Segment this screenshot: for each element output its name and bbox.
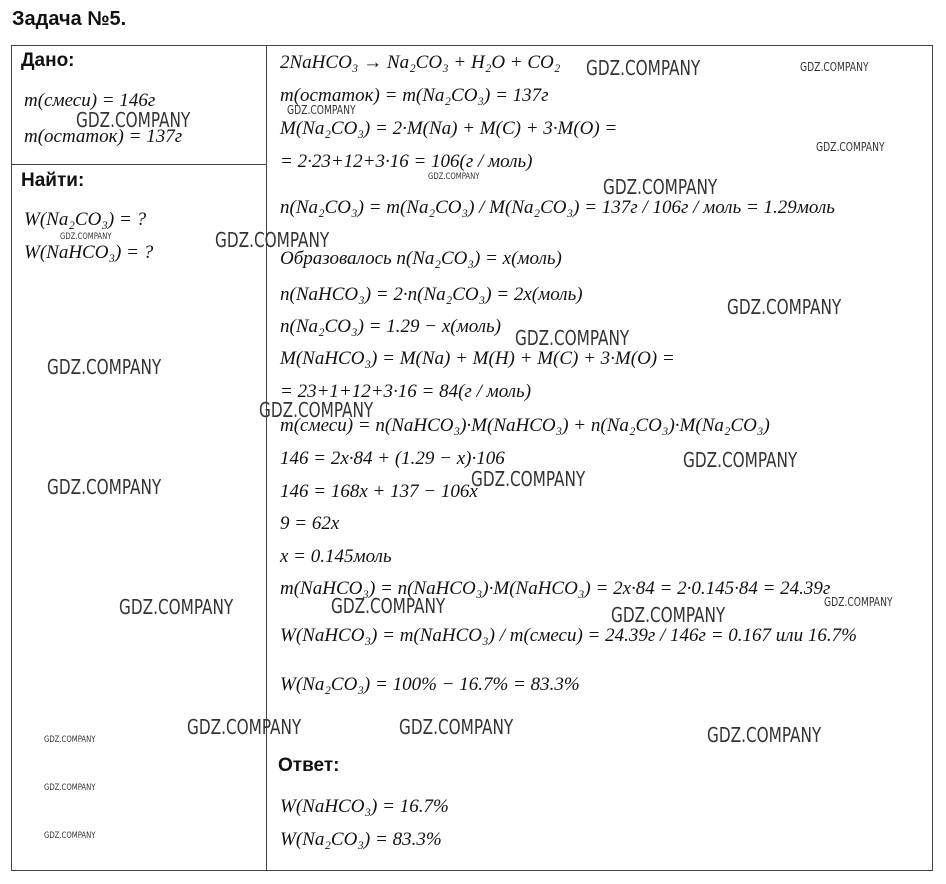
watermark: GDZ.COMPANY xyxy=(259,398,374,422)
solution-line: M(Na₂CO₃) = 2·M(Na) + M(C) + 3·M(O) = xyxy=(280,118,618,139)
find-line: W(NaHCO₃) = ? xyxy=(24,242,154,263)
watermark: GDZ.COMPANY xyxy=(816,140,885,154)
watermark: GDZ.COMPANY xyxy=(287,103,356,117)
solution-line: n(Na₂CO₃) = m(Na₂CO₃) / M(Na₂CO₃) = 137г / 106г / моль = 1.29моль xyxy=(280,197,835,218)
watermark: GDZ.COMPANY xyxy=(428,172,480,182)
solution-line: m(остаток) = m(Na₂CO₃) = 137г xyxy=(280,85,549,106)
given-line: m(остаток) = 137г xyxy=(24,126,183,147)
given-label: Дано: xyxy=(21,50,75,71)
solution-line: m(NaHCO₃) = n(NaHCO₃)·M(NaHCO₃) = 2x·84 = 2·0.145·84 = 24.39г xyxy=(280,578,831,599)
watermark: GDZ.COMPANY xyxy=(515,326,630,350)
solution-line: m(смеси) = n(NaHCO₃)·M(NaHCO₃) + n(Na₂CO₃)·M(Na₂CO₃) xyxy=(280,415,770,436)
watermark: GDZ.COMPANY xyxy=(331,594,446,618)
watermark: GDZ.COMPANY xyxy=(44,831,96,841)
solution-line: n(Na₂CO₃) = 1.29 − x(моль) xyxy=(280,316,501,337)
given-line: m(смеси) = 146г xyxy=(24,90,156,111)
solution-line: = 23+1+12+3·16 = 84(г / моль) xyxy=(280,381,532,402)
watermark: GDZ.COMPANY xyxy=(60,232,112,242)
solution-line: W(Na₂CO₃) = 100% − 16.7% = 83.3% xyxy=(280,674,580,695)
watermark: GDZ.COMPANY xyxy=(44,735,96,745)
answer-label: Ответ: xyxy=(278,755,340,776)
watermark: GDZ.COMPANY xyxy=(707,723,822,747)
solution-line: 9 = 62x xyxy=(280,513,340,534)
find-label: Найти: xyxy=(21,170,85,191)
watermark: GDZ.COMPANY xyxy=(47,355,162,379)
solution-line: 146 = 2x·84 + (1.29 − x)·106 xyxy=(280,448,505,469)
page-title: Задача №5. xyxy=(12,8,127,30)
solution-line: 2NaHCO₃ → Na₂CO₃ + H₂O + CO₂ xyxy=(280,52,561,73)
watermark: GDZ.COMPANY xyxy=(586,56,701,80)
solution-line: Образовалось n(Na₂CO₃) = x(моль) xyxy=(280,248,562,269)
solution-line: W(NaHCO₃) = m(NaHCO₃) / m(смеси) = 24.39г / 146г = 0.167 или 16.7% xyxy=(280,625,857,646)
solution-line: M(NaHCO₃) = M(Na) + M(H) + M(C) + 3·M(O) = xyxy=(280,348,675,369)
watermark: GDZ.COMPANY xyxy=(44,783,96,793)
solution-line: 146 = 168x + 137 − 106x xyxy=(280,481,478,502)
solution-line: = 2·23+12+3·16 = 106(г / моль) xyxy=(280,151,533,172)
watermark: GDZ.COMPANY xyxy=(119,595,234,619)
watermark: GDZ.COMPANY xyxy=(187,715,302,739)
solution-line: n(NaHCO₃) = 2·n(Na₂CO₃) = 2x(моль) xyxy=(280,284,583,305)
watermark: GDZ.COMPANY xyxy=(727,295,842,319)
watermark: GDZ.COMPANY xyxy=(76,108,191,132)
watermark: GDZ.COMPANY xyxy=(683,448,798,472)
solution-line: x = 0.145моль xyxy=(280,546,392,567)
find-line: W(Na₂CO₃) = ? xyxy=(24,209,147,230)
watermark: GDZ.COMPANY xyxy=(603,175,718,199)
watermark: GDZ.COMPANY xyxy=(471,467,586,491)
column-divider xyxy=(266,45,267,871)
watermark: GDZ.COMPANY xyxy=(800,60,869,74)
answer-line: W(NaHCO₃) = 16.7% xyxy=(280,796,449,817)
watermark: GDZ.COMPANY xyxy=(824,595,893,609)
watermark: GDZ.COMPANY xyxy=(215,228,330,252)
given-find-divider xyxy=(11,164,267,165)
watermark: GDZ.COMPANY xyxy=(47,475,162,499)
watermark: GDZ.COMPANY xyxy=(611,603,726,627)
watermark: GDZ.COMPANY xyxy=(399,715,514,739)
answer-line: W(Na₂CO₃) = 83.3% xyxy=(280,829,442,850)
